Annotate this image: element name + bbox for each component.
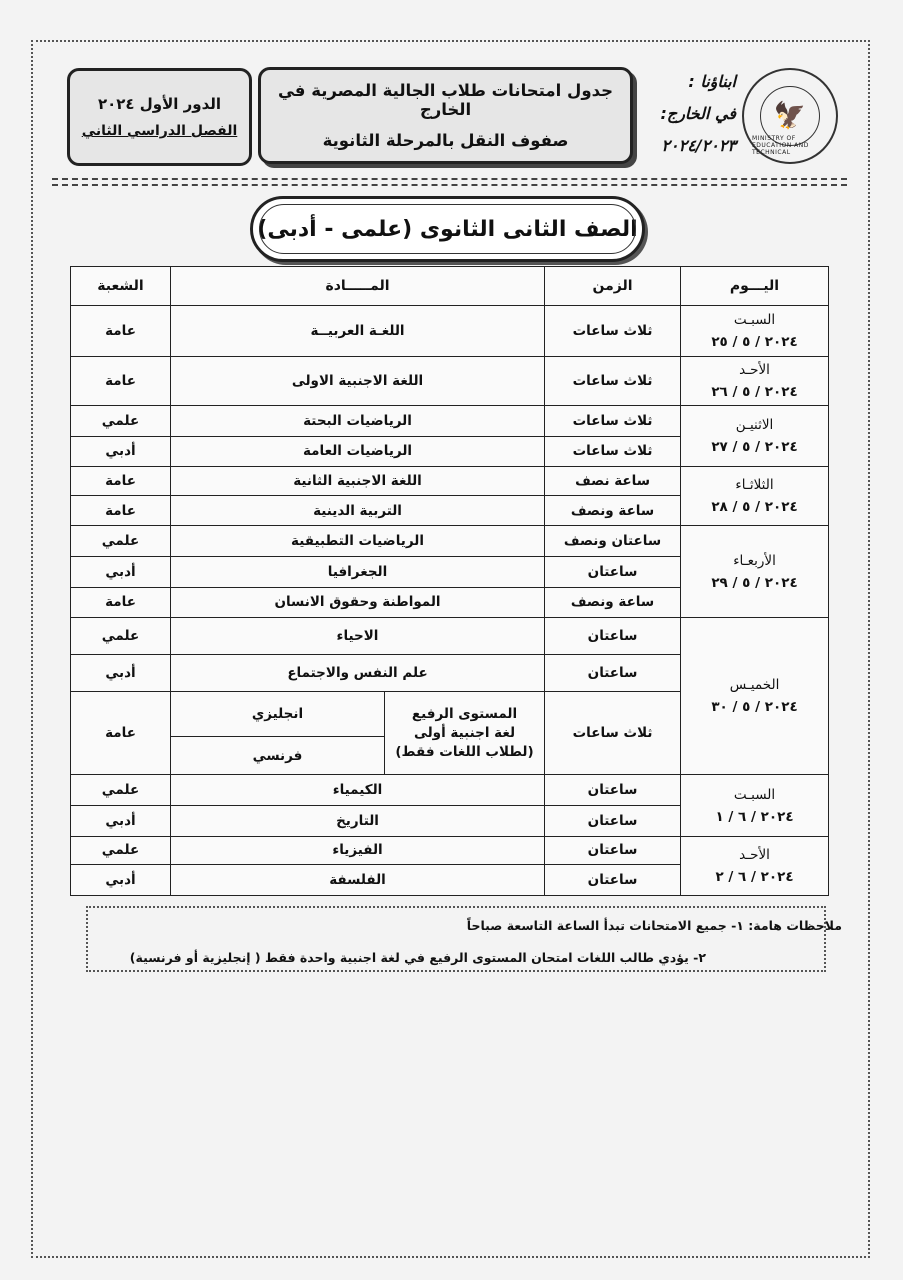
notes-box — [86, 906, 842, 972]
subject-cell: اللغة الاجنبية الاولى — [171, 357, 545, 406]
grade-title — [250, 196, 645, 262]
day-name: الاثنيـن — [735, 417, 774, 434]
day-name: الخميـس — [729, 677, 780, 694]
subject-cell: الاحياء — [171, 618, 545, 655]
track-cell: عامة — [71, 495, 171, 526]
col-header-track: الشعبة — [71, 267, 171, 306]
time-cell: ساعة ونصف — [545, 495, 681, 526]
advanced-line2: لغة اجنبية أولى — [413, 724, 516, 741]
table-row — [71, 775, 829, 806]
table-row — [71, 526, 829, 557]
track-cell: أدبي — [71, 557, 171, 588]
time-cell: ساعتان — [545, 836, 681, 865]
time-cell: ساعة ونصف — [545, 587, 681, 618]
page-title: جدول امتحانات طلاب الجالية المصرية في الخارج — [277, 81, 614, 119]
day-name: الأحـد — [739, 362, 770, 379]
subject-option-french: فرنسي — [171, 736, 385, 775]
day-date: ٢٠٢٤ / ٥ / ٢٧ — [711, 439, 798, 456]
title-box — [258, 67, 633, 164]
subject-cell: التربية الدينية — [171, 495, 545, 526]
abroad-line2: في الخارج: — [660, 104, 736, 123]
col-header-time: الزمن — [545, 267, 681, 306]
advanced-level-cell — [385, 691, 545, 775]
subject-cell: المواطنة وحقوق الانسان — [171, 587, 545, 618]
table-row — [71, 306, 829, 357]
day-date: ٢٠٢٤ / ٥ / ٢٦ — [711, 384, 798, 401]
col-header-subject: المـــــادة — [171, 267, 545, 306]
time-cell: ثلاث ساعات — [545, 406, 681, 437]
subject-cell: علم النفس والاجتماع — [171, 654, 545, 691]
subject-cell: الرياضيات العامة — [171, 436, 545, 467]
track-cell: أدبي — [71, 806, 171, 837]
table-row — [71, 836, 829, 865]
track-cell: علمي — [71, 618, 171, 655]
term-label: الفصل الدراسي الثاني — [81, 123, 238, 139]
note-2: ٢- يؤدي طالب اللغات امتحان المستوى الرفيع في لغة اجنبية واحدة فقط ( إنجليزية أو فرنسية) — [129, 950, 706, 965]
day-date: ٢٠٢٤ / ٥ / ٢٥ — [711, 334, 798, 351]
subject-cell: الجغرافيا — [171, 557, 545, 588]
day-cell — [681, 836, 829, 895]
subject-cell: الكيمياء — [171, 775, 545, 806]
table-row — [71, 618, 829, 655]
subject-cell: الرياضيات التطبيقية — [171, 526, 545, 557]
day-date: ٢٠٢٤ / ٥ / ٣٠ — [711, 699, 798, 716]
day-cell — [681, 526, 829, 618]
subject-cell: التاريخ — [171, 806, 545, 837]
day-cell — [681, 467, 829, 526]
time-cell: ثلاث ساعات — [545, 436, 681, 467]
day-date: ٢٠٢٤ / ٦ / ٢ — [715, 868, 794, 885]
track-cell: عامة — [71, 467, 171, 496]
time-cell: ساعتان ونصف — [545, 526, 681, 557]
track-cell: علمي — [71, 526, 171, 557]
track-cell: أدبي — [71, 436, 171, 467]
track-cell: عامة — [71, 587, 171, 618]
note-1 — [467, 918, 842, 933]
day-name: الأحـد — [739, 846, 770, 863]
day-date: ٢٠٢٤ / ٥ / ٢٨ — [711, 499, 798, 516]
round-box — [67, 68, 252, 166]
time-cell: ساعتان — [545, 865, 681, 896]
abroad-line1: ابناؤنا : — [688, 72, 736, 91]
divider-top — [52, 178, 847, 180]
notes-label: ملاحظات هامة: — [748, 918, 842, 933]
divider-bottom — [52, 184, 847, 186]
day-name: السبـت — [733, 312, 776, 329]
advanced-line1: المستوى الرفيع — [411, 705, 518, 722]
page-subtitle: صفوف النقل بالمرحلة الثانوية — [322, 131, 569, 150]
subject-cell: الفيزياء — [171, 836, 545, 865]
day-cell — [681, 618, 829, 775]
eagle-emblem-icon: 🦅 — [760, 86, 820, 146]
day-cell — [681, 406, 829, 467]
day-date: ٢٠٢٤ / ٦ / ١ — [715, 808, 794, 825]
track-cell: عامة — [71, 691, 171, 775]
table-row — [71, 406, 829, 437]
subject-cell: اللغـة العربيــة — [171, 306, 545, 357]
day-name: الثلاثـاء — [735, 477, 774, 494]
track-cell: أدبي — [71, 865, 171, 896]
day-cell — [681, 775, 829, 836]
abroad-year: ٢٠٢٤/٢٠٢٣ — [661, 136, 736, 155]
track-cell: عامة — [71, 357, 171, 406]
ministry-seal — [742, 68, 838, 164]
round-label: الدور الأول ٢٠٢٤ — [97, 95, 222, 113]
time-cell: ساعتان — [545, 775, 681, 806]
time-cell: ثلاث ساعات — [545, 691, 681, 775]
subject-cell: الفلسفة — [171, 865, 545, 896]
time-cell: ساعتان — [545, 806, 681, 837]
day-name: السبـت — [733, 786, 776, 803]
grade-title-text: الصف الثانى الثانوى (علمى - أدبى) — [257, 216, 638, 242]
note-1-text: ١- جميع الامتحانات تبدأ الساعة التاسعة صباحاً — [466, 918, 744, 933]
subject-option-english: انجليزي — [171, 691, 385, 736]
col-header-day: اليـــوم — [681, 267, 829, 306]
table-row — [71, 357, 829, 406]
time-cell: ساعتان — [545, 618, 681, 655]
track-cell: علمي — [71, 406, 171, 437]
time-cell: ساعتان — [545, 557, 681, 588]
table-header-row — [71, 267, 829, 306]
day-date: ٢٠٢٤ / ٥ / ٢٩ — [711, 574, 798, 591]
track-cell: علمي — [71, 775, 171, 806]
subject-cell: اللغة الاجنبية الثانية — [171, 467, 545, 496]
track-cell: عامة — [71, 306, 171, 357]
time-cell: ساعة نصف — [545, 467, 681, 496]
day-cell — [681, 306, 829, 357]
track-cell: علمي — [71, 836, 171, 865]
table-row — [71, 467, 829, 496]
day-cell — [681, 357, 829, 406]
day-name: الأربعـاء — [733, 552, 776, 569]
seal-ring-text: MINISTRY OF EDUCATION AND TECHNICAL — [752, 135, 809, 156]
exam-schedule-table — [70, 266, 829, 896]
track-cell: أدبي — [71, 654, 171, 691]
time-cell: ثلاث ساعات — [545, 306, 681, 357]
abroad-block — [640, 66, 736, 166]
time-cell: ثلاث ساعات — [545, 357, 681, 406]
subject-cell: الرياضيات البحتة — [171, 406, 545, 437]
time-cell: ساعتان — [545, 654, 681, 691]
advanced-line3: (لطلاب اللغات فقط) — [395, 743, 534, 760]
